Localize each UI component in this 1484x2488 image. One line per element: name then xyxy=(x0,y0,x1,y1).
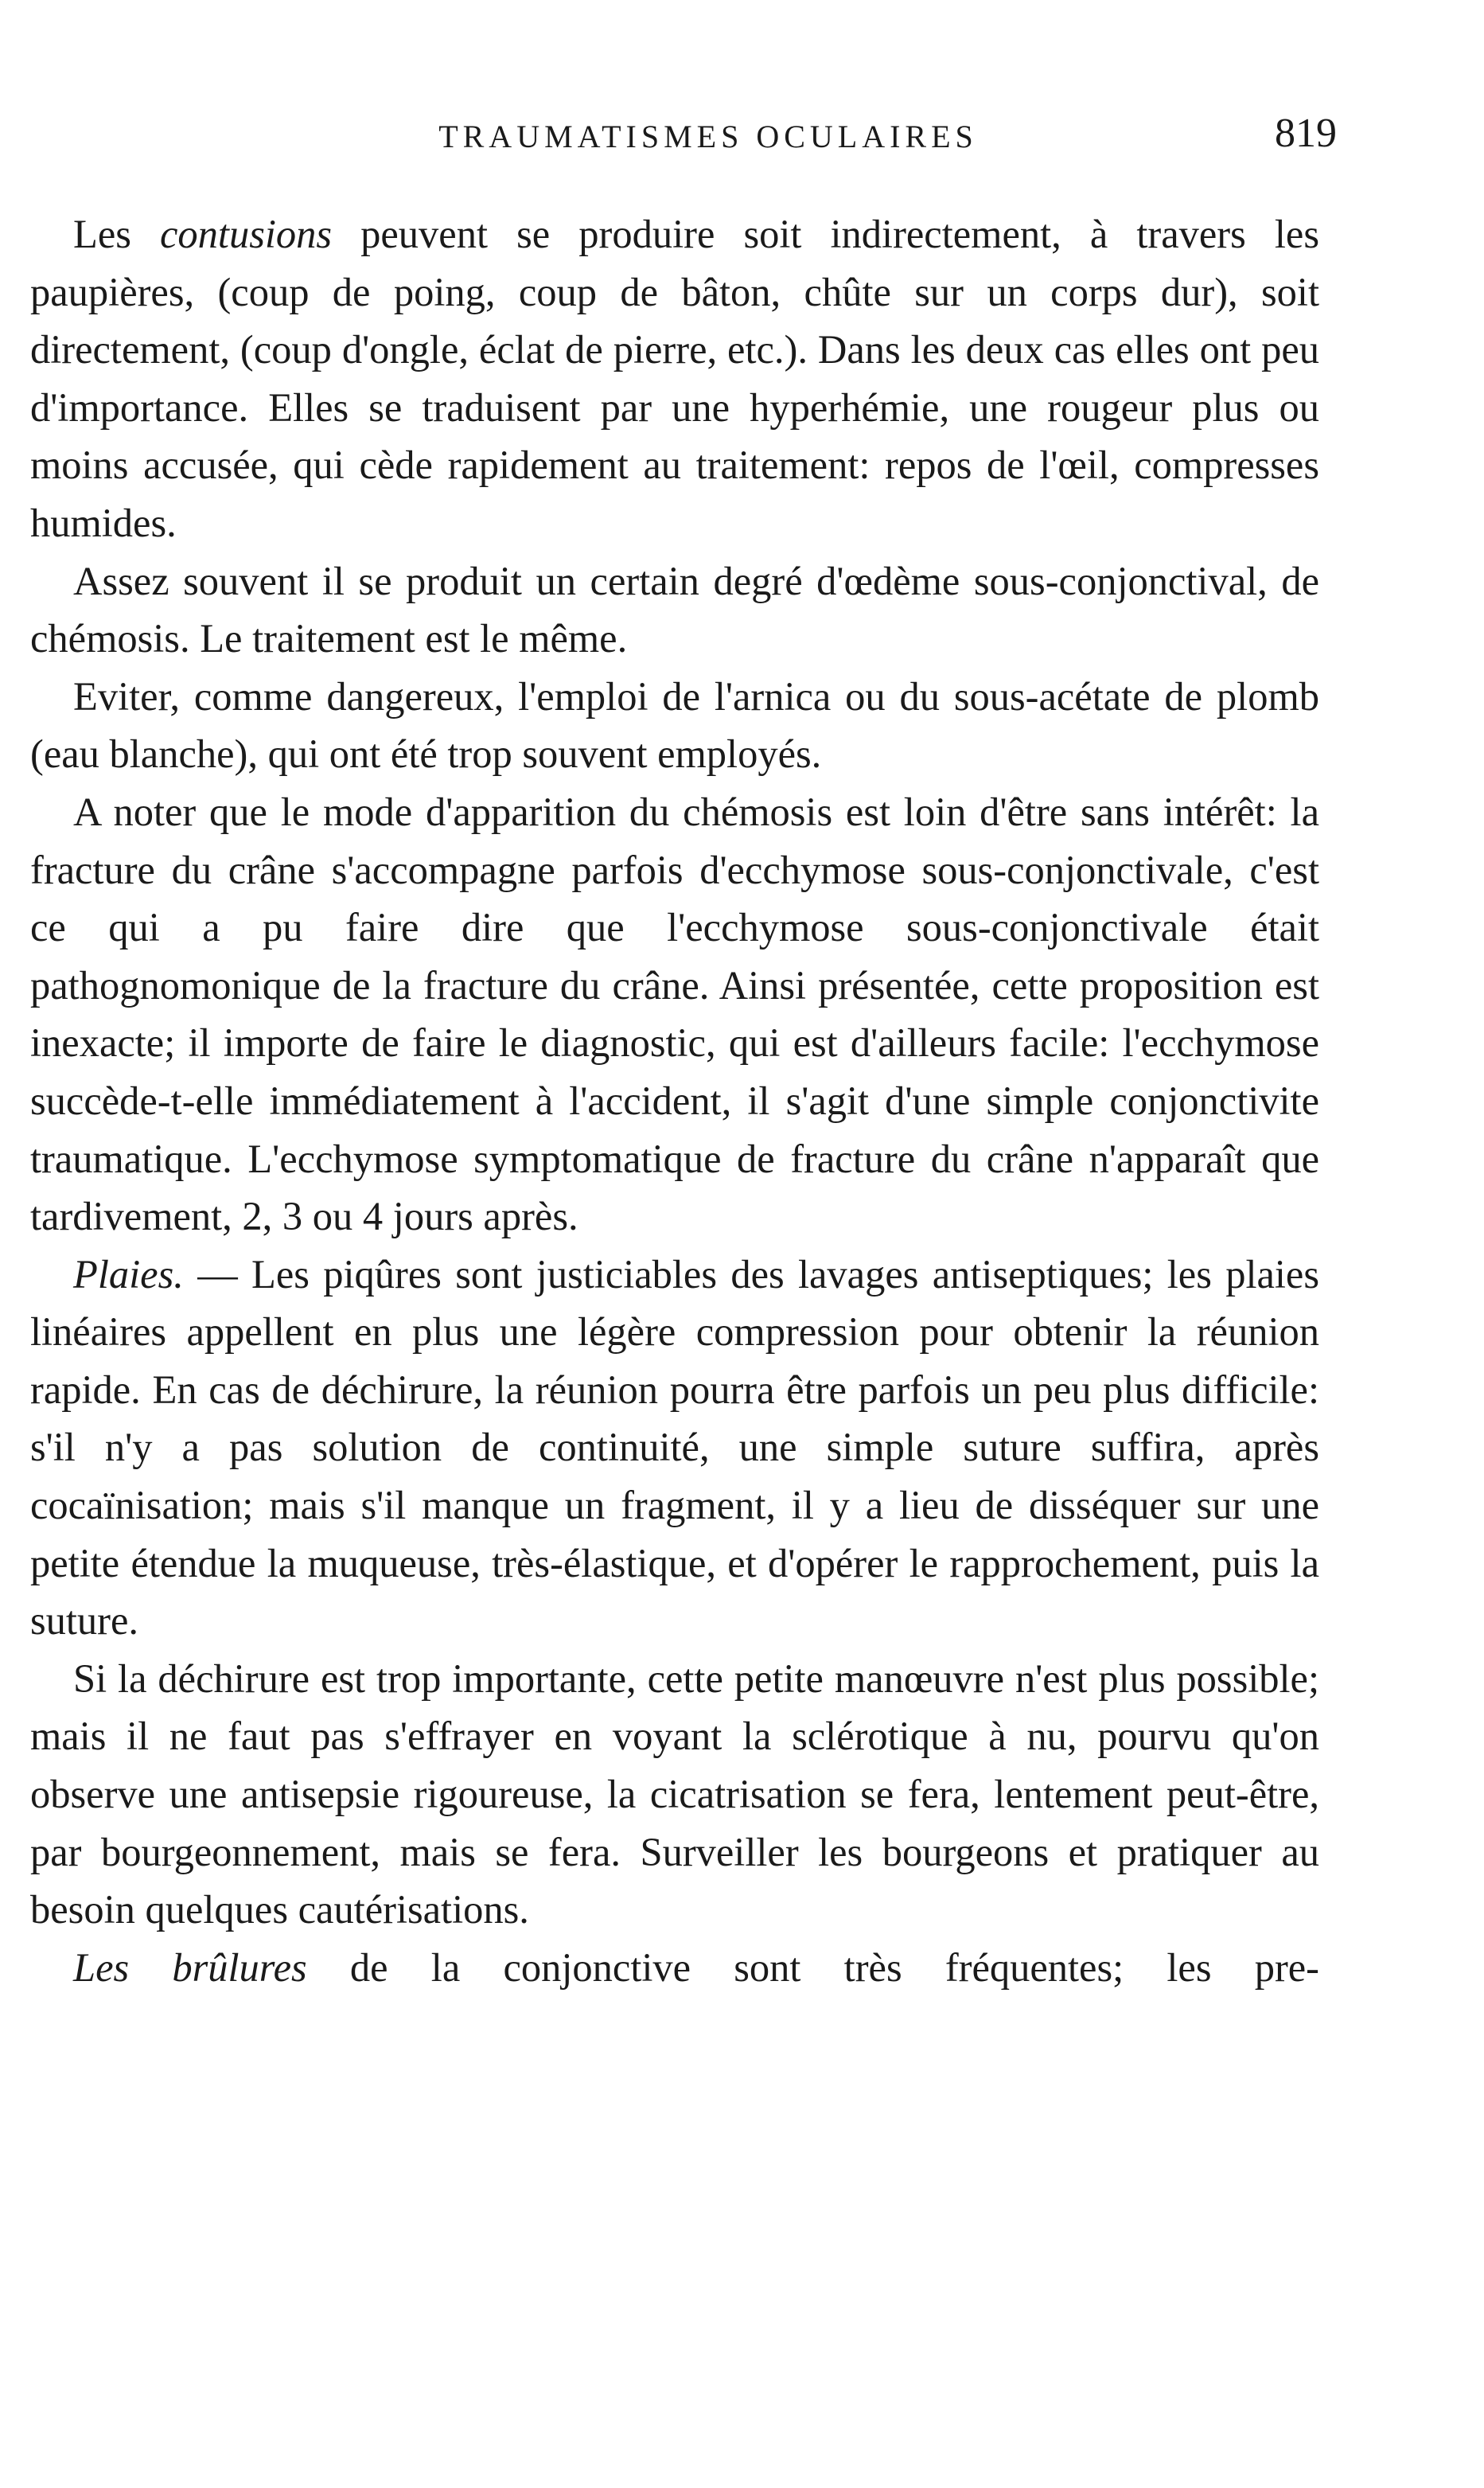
page-body xyxy=(30,205,1319,1996)
paragraph-lead-italic: contusions xyxy=(160,212,333,256)
paragraph-plaies xyxy=(30,1246,1319,1650)
paragraph-dechirure xyxy=(30,1650,1319,1939)
paragraph-text: — Les piqûres sont justiciables des lavages antiseptiques; les plaies linéaires appellent en plus une légère compression pour obtenir la réunion rapide. En cas de déchirure, la réunion pourra être parfois un peu plus difficile: s'il n'y a pas solution de continuité, une simple suture suffira, après cocaïnisation; mais s'il manque un fragment, il y a lieu de disséquer sur une petite étendue la muqueuse, très-élastique, et d'opérer le rapprochement, puis la suture. xyxy=(30,1251,1319,1644)
paragraph-text: de la conjonctive sont très fréquentes; les pre- xyxy=(306,1944,1320,1990)
running-title: TRAUMATISMES OCULAIRES xyxy=(438,119,978,154)
page-number: 819 xyxy=(1275,111,1337,156)
paragraph-lead-italic: Plaies. xyxy=(73,1251,184,1297)
paragraph-chemosis xyxy=(30,552,1319,668)
paragraph-lead-italic: Les brûlures xyxy=(73,1944,307,1990)
paragraph-text: Assez souvent il se produit un certain degré d'œdème sous-conjonctival, de chémosis. Le traitement est le même. xyxy=(30,558,1319,661)
paragraph-text: peuvent se produire soit indirectement, à travers les paupières, (coup de poing, coup de bâton, chûte sur un corps dur), soit directement, (coup d'ongle, éclat de pierre, etc.). Dans les deux cas elles ont peu d'importance. Elles se traduisent par une hyperhémie, une rougeur plus ou moins accusée, qui cède rapidement au traitement: repos de l'œil, compresses humides. xyxy=(30,212,1319,545)
paragraph-contusions xyxy=(30,205,1319,552)
paragraph-a-noter xyxy=(30,783,1319,1246)
paragraph-text: Eviter, comme dangereux, l'emploi de l'arnica ou du sous-acétate de plomb (eau blanche), qui ont été trop souvent employés. xyxy=(30,673,1319,777)
page-header xyxy=(80,110,1337,166)
paragraph-eviter xyxy=(30,668,1319,783)
paragraph-text: Si la déchirure est trop importante, cette petite manœuvre n'est plus possible; mais il ne faut pas s'effrayer en voyant la sclérotique à nu, pourvu qu'on observe une antisepsie rigoureuse, la cicatrisation se fera, lentement peut-être, par bourgeonnement, mais se fera. Surveiller les bourgeons et pratiquer au besoin quelques cautérisations. xyxy=(30,1655,1319,1932)
paragraph-brulures xyxy=(30,1939,1319,1997)
paragraph-text: A noter que le mode d'apparition du chémosis est loin d'être sans intérêt: la fracture du crâne s'accompagne parfois d'ecchymose sous-conjonctivale, c'est ce qui a pu faire dire que l'ecchymose sous-conjonctivale était pathognomonique de la fracture du crâne. Ainsi présentée, cette proposition est inexacte; il importe de faire le diagnostic, qui est d'ailleurs facile: l'ecchymose succède-t-elle immédiatement à l'accident, il s'agit d'une simple conjonctivite traumatique. L'ecchymose symptomatique de fracture du crâne n'apparaît que tardivement, 2, 3 ou 4 jours après. xyxy=(30,789,1319,1239)
paragraph-lead: Les xyxy=(73,212,161,256)
